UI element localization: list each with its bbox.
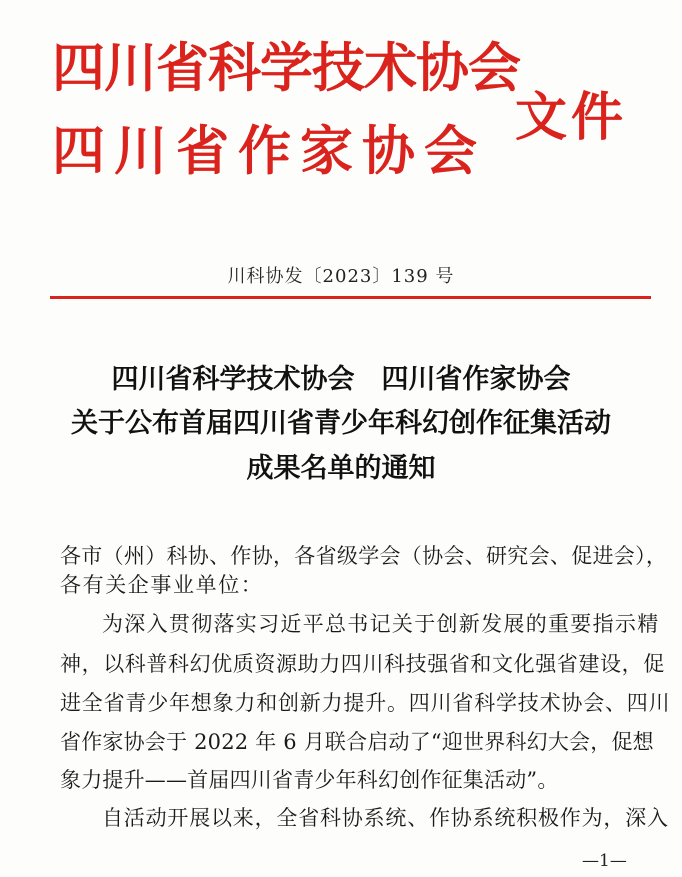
salutation-line-2: 各有关企事业单位： xyxy=(60,573,264,597)
document-number: 川科协发〔2023〕139 号 xyxy=(227,266,455,287)
document-type-label: 文件 xyxy=(515,87,628,148)
title-line-1: 四川省科学技术协会 四川省作家协会 xyxy=(111,364,571,395)
paragraph-1-line-1: 为深入贯彻落实习近平总书记关于创新发展的重要指示精 xyxy=(102,612,660,636)
paragraph-1-line-5: 象力提升——首届四川省青少年科幻创作征集活动”。 xyxy=(60,768,559,792)
title-line-2: 关于公布首届四川省青少年科幻创作征集活动 xyxy=(71,408,611,439)
issuing-org-science-association: 四川省科学技术协会 xyxy=(52,37,520,99)
paragraph-2-line-1: 自活动开展以来，全省科协系统、作协系统积极作为，深入 xyxy=(102,806,669,830)
salutation-line-1: 各市（州）科协、作协，各省级学会（协会、研究会、促进会）， xyxy=(60,544,668,568)
title-line-3: 成果名单的通知 xyxy=(246,453,436,484)
issuing-org-writers-association: 四川省作家协会 xyxy=(52,120,486,182)
paragraph-1-line-3: 进全省青少年想象力和创新力提升。四川省科学技术协会、四川 xyxy=(60,691,671,715)
paragraph-1-line-4: 省作家协会于 2022 年 6 月联合启动了“迎世界科幻大会，促想 xyxy=(60,730,654,754)
paragraph-1-line-2: 神，以科普科幻优质资源助力四川科技强省和文化强省建设，促 xyxy=(60,652,665,676)
red-header-divider xyxy=(50,296,651,299)
page-number: —1— xyxy=(582,851,627,871)
